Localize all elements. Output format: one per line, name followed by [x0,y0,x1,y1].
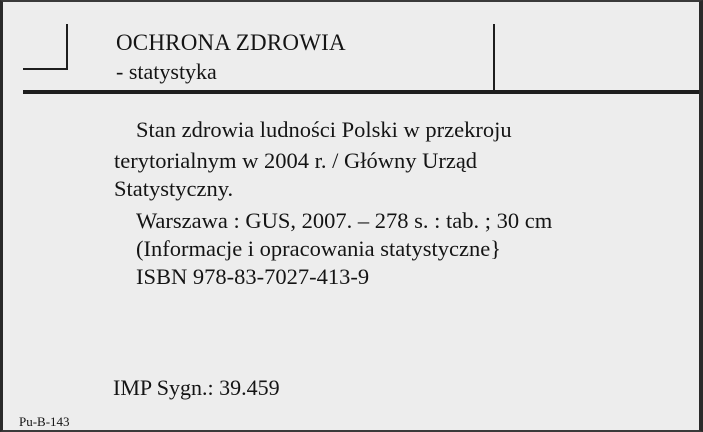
title-line-3: Statystyczny. [114,176,234,201]
subject-subdivision: - statystyka [116,59,217,84]
publication-line: Warszawa : GUS, 2007. – 278 s. : tab. ; 30 cm [136,208,553,233]
title-line-1: Stan zdrowia ludności Polski w przekroju [136,117,512,142]
corner-mark-horizontal [23,68,68,70]
card-code: Pu-B-143 [19,414,70,429]
header-rule [23,90,699,94]
series-line: (Informacje i opracowania statystyczne} [136,236,502,261]
corner-mark-vertical [66,24,68,70]
isbn-line: ISBN 978-83-7027-413-9 [136,264,370,289]
header-divider [493,24,495,90]
subject-heading: OCHRONA ZDROWIA [116,30,346,55]
title-line-2: terytorialnym w 2004 r. / Główny Urząd [114,148,478,173]
call-number: IMP Sygn.: 39.459 [113,375,280,400]
